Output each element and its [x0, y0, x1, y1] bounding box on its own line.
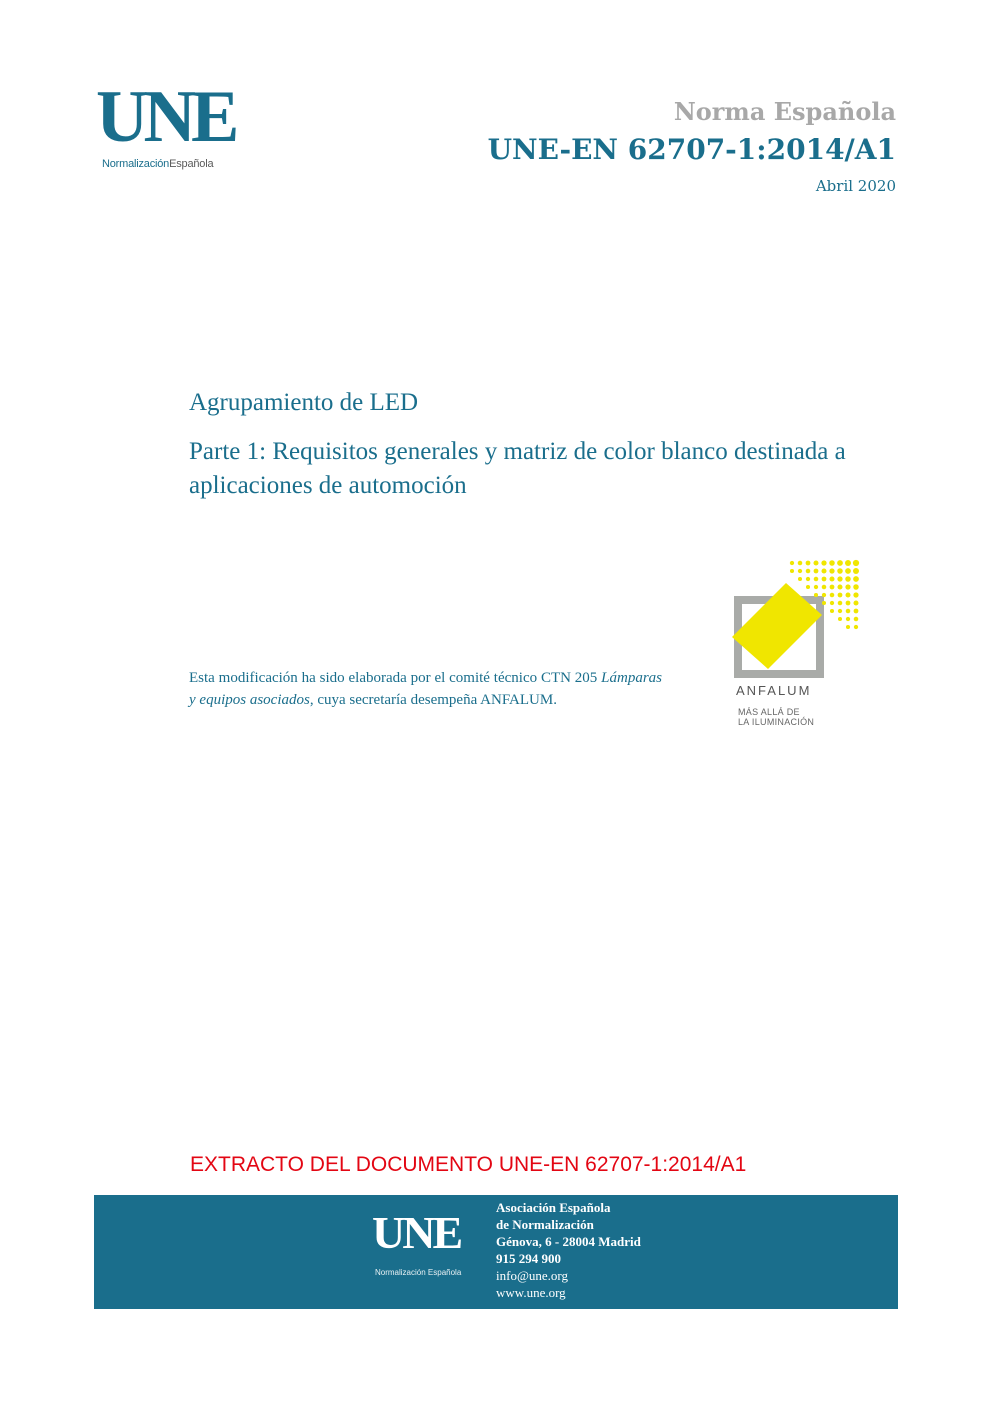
anfalum-dot [846, 617, 850, 621]
anfalum-dot [845, 568, 851, 574]
anfalum-tagline-1: MÁS ALLÁ DE [738, 707, 800, 717]
anfalum-dot [854, 617, 859, 622]
anfalum-dot [837, 568, 843, 574]
anfalum-dot [829, 568, 834, 573]
anfalum-dot [845, 584, 850, 589]
anfalum-dot [846, 609, 851, 614]
anfalum-dot [814, 569, 819, 574]
une-logo-letters: UNE [96, 76, 235, 158]
norma-label: Norma Española [673, 97, 896, 126]
anfalum-dot [853, 600, 858, 605]
footer-logo-letters: UNE [372, 1207, 461, 1258]
anfalum-dot [822, 601, 826, 605]
anfalum-dot [838, 609, 842, 613]
footer-phone: 915 294 900 [496, 1251, 561, 1266]
anfalum-dot [853, 584, 859, 590]
anfalum-dot [821, 568, 826, 573]
committee-note-pre: Esta modificación ha sido elaborada por el comité técnico CTN 205 [189, 670, 602, 686]
anfalum-dot [822, 585, 827, 590]
anfalum-dot [854, 609, 859, 614]
anfalum-dot [821, 560, 826, 565]
une-logo-subtitle [102, 158, 213, 170]
une-logo-sub-b: Española [169, 158, 214, 170]
anfalum-dot [853, 568, 859, 574]
anfalum-dot [814, 593, 818, 597]
anfalum-dot [813, 560, 818, 565]
anfalum-dot [838, 601, 843, 606]
footer-web[interactable]: www.une.org [496, 1285, 566, 1300]
footer-contact [496, 1199, 641, 1301]
anfalum-dot [806, 569, 811, 574]
anfalum-dot [830, 585, 835, 590]
anfalum-dot [790, 569, 794, 573]
footer-une-logo [372, 1207, 482, 1280]
publication-date: Abril 2020 [815, 177, 896, 195]
committee-note [189, 667, 662, 711]
footer-address: Génova, 6 - 28004 Madrid [496, 1234, 641, 1249]
anfalum-dot [845, 560, 851, 566]
anfalum-dot [829, 560, 835, 566]
anfalum-dot [830, 593, 835, 598]
une-logo-sub-a: Normalización [102, 158, 170, 170]
document-subtitle: Parte 1: Requisitos generales y matriz de color blanco destinada a aplicaciones de automoción [189, 438, 846, 499]
anfalum-dot [853, 592, 858, 597]
anfalum-dot [798, 569, 802, 573]
anfalum-dot [806, 561, 811, 566]
anfalum-dot [814, 577, 819, 582]
anfalum-dot [854, 625, 858, 629]
anfalum-dot [837, 560, 843, 566]
anfalum-dot [798, 561, 803, 566]
anfalum-dot [845, 576, 851, 582]
committee-note-post: , cuya secretaría desempeña ANFALUM. [309, 692, 557, 708]
anfalum-dot [853, 576, 859, 582]
footer-email[interactable]: info@une.org [496, 1268, 569, 1283]
anfalum-dot [846, 625, 850, 629]
anfalum-tagline-2: LA ILUMINACIÓN [738, 717, 815, 727]
footer-org-line2: de Normalización [496, 1217, 594, 1232]
une-logo [96, 76, 246, 176]
anfalum-dot [806, 577, 810, 581]
anfalum-dot [845, 592, 850, 597]
anfalum-dot [838, 617, 842, 621]
anfalum-name: ANFALUM [736, 683, 812, 698]
anfalum-dot [814, 585, 818, 589]
footer-logo-subtitle: Normalización Española [375, 1268, 462, 1277]
anfalum-logo [722, 555, 862, 735]
anfalum-dot [846, 601, 851, 606]
anfalum-dot [822, 593, 826, 597]
anfalum-emblem-icon [722, 555, 862, 685]
anfalum-dot [806, 585, 810, 589]
standard-code: UNE-EN 62707-1:2014/A1 [487, 133, 896, 166]
anfalum-dot [837, 576, 842, 581]
anfalum-dot [822, 577, 827, 582]
anfalum-dot [830, 609, 834, 613]
anfalum-dot [790, 561, 794, 565]
extract-notice: EXTRACTO DEL DOCUMENTO UNE-EN 62707-1:2014/A1 [190, 1153, 747, 1176]
anfalum-dot [838, 593, 843, 598]
anfalum-dot [853, 560, 859, 566]
document-title: Agrupamiento de LED [189, 389, 419, 416]
anfalum-dot [837, 584, 842, 589]
anfalum-dot [830, 601, 834, 605]
anfalum-dot [829, 576, 834, 581]
committee-name: Lámparas y equipos asociados [189, 670, 662, 708]
footer-org-line1: Asociación Española [496, 1200, 611, 1215]
anfalum-dot [798, 577, 802, 581]
